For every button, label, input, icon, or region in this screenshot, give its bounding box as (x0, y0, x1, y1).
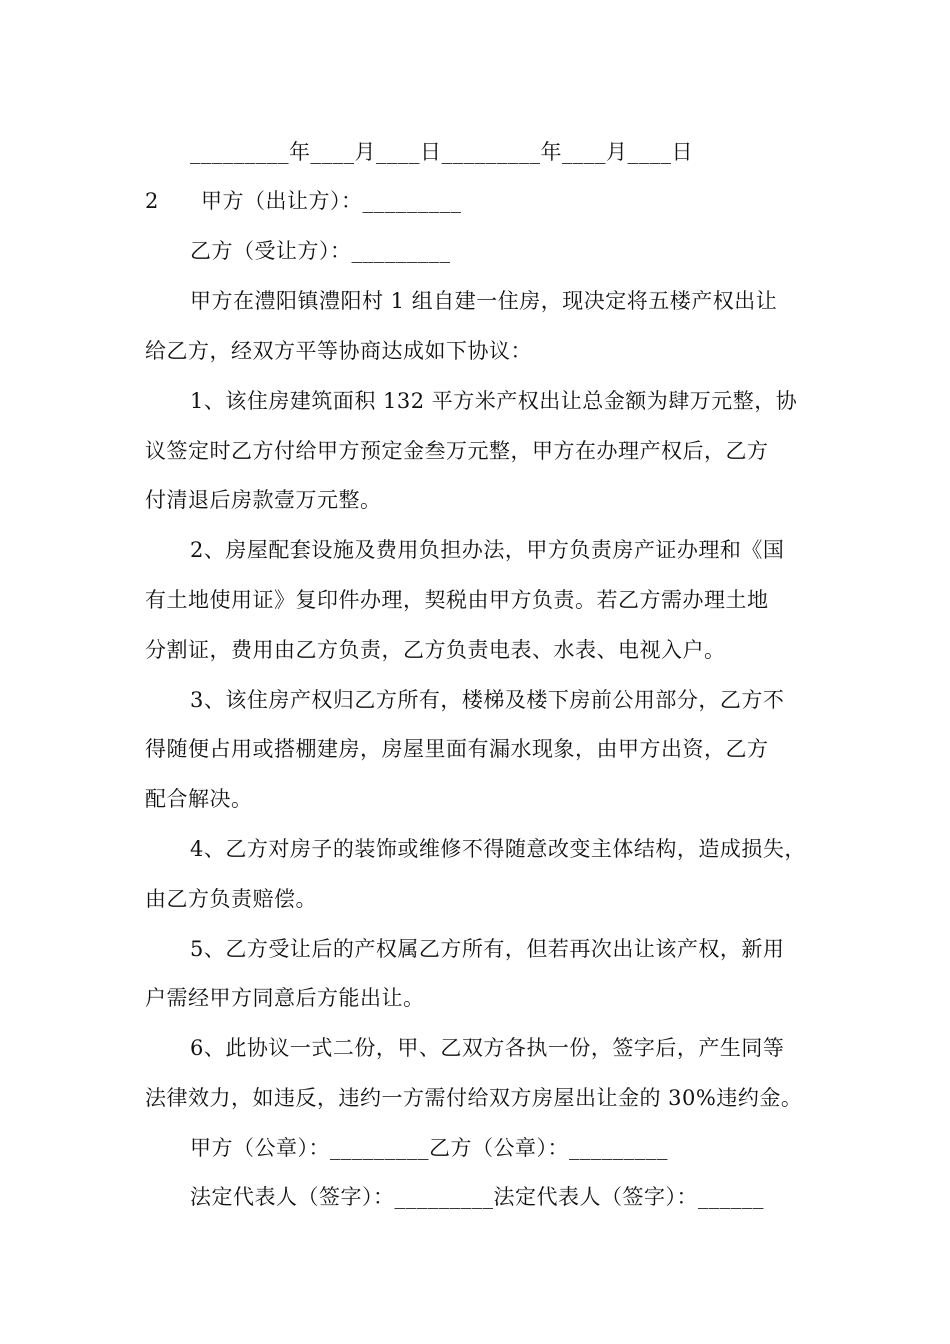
clause-2-line-1: 2、房屋配套设施及费用负担办法，甲方负责房产证办理和《国 (190, 538, 785, 562)
clause-4-line-2: 由乙方负责赔偿。 (145, 887, 317, 911)
clause-5-line-1: 5、乙方受让后的产权属乙方所有，但若再次出让该产权，新用 (190, 937, 785, 961)
clause-2-line-2: 有土地使用证》复印件办理，契税由甲方负责。若乙方需办理土地 (145, 588, 769, 612)
clause-1-line-3: 付清退后房款壹万元整。 (145, 488, 382, 512)
clause-6-line-1: 6、此协议一式二份，甲、乙双方各执一份，签字后，产生同等 (190, 1036, 785, 1060)
clause-4-line-1: 4、乙方对房子的装饰或维修不得随意改变主体结构，造成损失， (190, 837, 806, 861)
party-a-line: 甲方（出让方）：_________ (201, 189, 462, 213)
clause-2-line-3: 分割证，费用由乙方负责，乙方负责电表、水表、电视入户。 (145, 638, 726, 662)
clause-5-line-2: 户需经甲方同意后方能出让。 (145, 986, 425, 1010)
section-number: 2 (145, 189, 159, 213)
clause-3-line-1: 3、该住房产权归乙方所有，楼梯及楼下房前公用部分，乙方不 (190, 688, 785, 712)
clause-1-line-2: 议签定时乙方付给甲方预定金叁万元整，甲方在办理产权后，乙方 (145, 439, 769, 463)
clause-1-line-1: 1、该住房建筑面积 132 平方米产权出让总金额为肆万元整，协 (190, 389, 798, 413)
clause-3-line-3: 配合解决。 (145, 787, 253, 811)
date-line: _________年____月____日_________年____月____日 (190, 140, 693, 164)
clause-3-line-2: 得随便占用或搭棚建房，房屋里面有漏水现象，由甲方出资，乙方 (145, 737, 769, 761)
seal-line: 甲方（公章）：_________乙方（公章）：_________ (190, 1136, 668, 1160)
party-b-line: 乙方（受让方）：_________ (190, 239, 451, 263)
intro-line-2: 给乙方，经双方平等协商达成如下协议： (145, 339, 532, 363)
intro-line-1: 甲方在澧阳镇澧阳村 1 组自建一住房，现决定将五楼产权出让 (190, 289, 778, 313)
representative-line: 法定代表人（签字）：_________法定代表人（签字）：______ (190, 1185, 764, 1209)
clause-6-line-2: 法律效力，如违反，违约一方需付给双方房屋出让金的 30%违约金。 (145, 1086, 803, 1110)
